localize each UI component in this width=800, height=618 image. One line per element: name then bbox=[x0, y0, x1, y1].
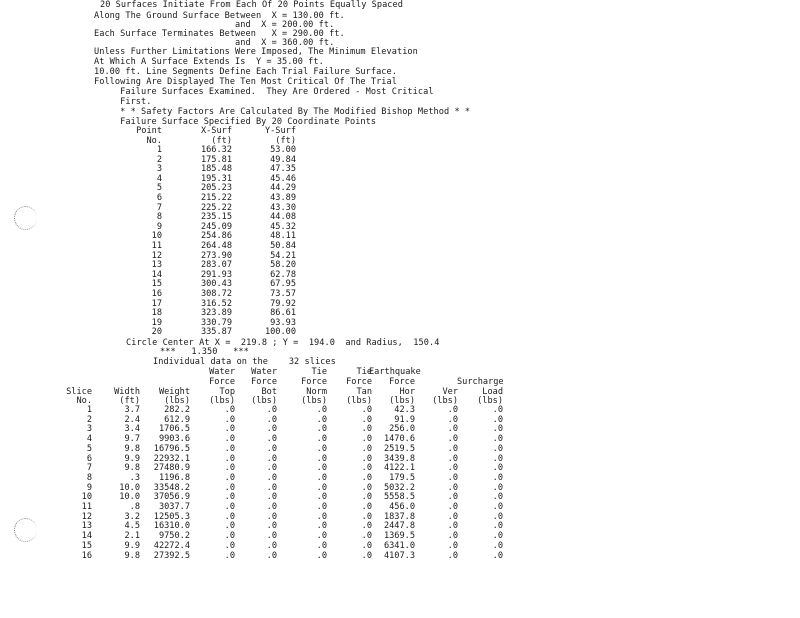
slice-cell: .0 bbox=[361, 482, 372, 493]
slice-cell: 27480.9 bbox=[153, 463, 190, 474]
slice-cell: 2519.5 bbox=[383, 443, 415, 454]
coord-cell: 54.21 bbox=[270, 250, 296, 261]
coord-cell: 14 bbox=[151, 269, 162, 280]
coord-cell: 79.92 bbox=[270, 298, 296, 309]
slice-cell: .0 bbox=[361, 434, 372, 445]
header-line: Each Surface Terminates Between X = 290.00 ft. bbox=[94, 29, 345, 39]
coord-header-cell: (ft) bbox=[211, 136, 232, 146]
slice-cell: .0 bbox=[266, 502, 277, 512]
slice-cell: 16310.0 bbox=[153, 521, 190, 532]
slice-cell: .0 bbox=[224, 550, 235, 561]
slice-cell: .0 bbox=[266, 405, 277, 415]
slice-header-cell: Width bbox=[114, 387, 140, 397]
coord-cell: 43.89 bbox=[270, 193, 296, 203]
slice-cell: 3037.7 bbox=[158, 502, 190, 512]
slice-header-cell: Slice bbox=[66, 387, 92, 397]
header-line: Along The Ground Surface Between X = 130.00 ft. bbox=[94, 11, 345, 21]
slice-cell: 8 bbox=[86, 472, 92, 483]
slice-cell: .0 bbox=[492, 463, 503, 474]
slice-cell: 37056.9 bbox=[153, 492, 190, 503]
slice-cell: .0 bbox=[492, 424, 503, 435]
slice-cell: 2.1 bbox=[124, 531, 140, 542]
coord-cell: 245.09 bbox=[200, 221, 232, 232]
slice-cell: 11 bbox=[81, 502, 92, 512]
coord-cell: 5 bbox=[156, 183, 162, 194]
slice-cell: 256.0 bbox=[389, 424, 415, 435]
slice-cell: 5032.2 bbox=[383, 482, 415, 493]
slice-cell: .0 bbox=[266, 521, 277, 532]
slice-cell: .0 bbox=[361, 453, 372, 464]
coord-cell: 44.29 bbox=[270, 183, 296, 194]
slice-cell: .0 bbox=[316, 521, 327, 532]
coord-cell: 166.32 bbox=[200, 145, 232, 155]
coord-cell: 20 bbox=[151, 327, 162, 338]
slice-cell: .0 bbox=[492, 511, 503, 522]
slice-cell: 9.8 bbox=[124, 550, 140, 561]
coord-header-cell: Point bbox=[136, 126, 162, 136]
slice-cell: 3439.8 bbox=[383, 453, 415, 464]
header-line: and X = 200.00 ft. bbox=[94, 20, 335, 30]
coord-cell: 195.31 bbox=[200, 173, 232, 184]
coord-header-cell: No. bbox=[146, 136, 162, 146]
coord-cell: 73.57 bbox=[270, 289, 296, 299]
coord-cell: 44.08 bbox=[270, 212, 296, 223]
slice-cell: 1196.8 bbox=[158, 472, 190, 483]
coord-cell: 205.23 bbox=[200, 183, 232, 194]
slice-cell: .0 bbox=[224, 521, 235, 532]
slice-cell: .0 bbox=[492, 540, 503, 551]
coord-cell: 17 bbox=[151, 298, 162, 309]
slice-cell: .0 bbox=[224, 414, 235, 425]
slice-cell: .0 bbox=[361, 540, 372, 551]
slice-cell: .0 bbox=[316, 463, 327, 474]
slice-cell: .0 bbox=[492, 405, 503, 415]
slice-cell: .0 bbox=[447, 434, 458, 445]
slice-cell: 612.9 bbox=[164, 414, 190, 425]
slice-cell: .0 bbox=[447, 424, 458, 435]
coord-cell: 47.35 bbox=[270, 164, 296, 175]
slice-cell: .0 bbox=[492, 453, 503, 464]
slice-cell: .0 bbox=[266, 424, 277, 435]
slice-cell: 10.0 bbox=[119, 492, 140, 503]
slice-cell: 9903.6 bbox=[158, 434, 190, 445]
coord-cell: 16 bbox=[151, 289, 162, 299]
slice-cell: 5558.5 bbox=[383, 492, 415, 503]
header-line: Unless Further Limitations Were Imposed, The Minimum Elevation bbox=[94, 47, 418, 57]
slice-cell: 13 bbox=[81, 521, 92, 532]
coord-cell: 58.20 bbox=[270, 260, 296, 271]
slice-cell: .0 bbox=[224, 443, 235, 454]
slice-cell: 1837.8 bbox=[383, 511, 415, 522]
slice-cell: .0 bbox=[447, 443, 458, 454]
coord-cell: 291.93 bbox=[200, 269, 232, 280]
slice-cell: .0 bbox=[266, 511, 277, 522]
slice-cell: .0 bbox=[447, 453, 458, 464]
slice-cell: .0 bbox=[447, 472, 458, 483]
slice-cell: 42272.4 bbox=[153, 540, 190, 551]
slice-cell: .0 bbox=[266, 414, 277, 425]
slice-cell: .0 bbox=[492, 482, 503, 493]
slice-cell: .0 bbox=[492, 550, 503, 561]
slice-cell: 4.5 bbox=[124, 521, 140, 532]
slice-cell: .0 bbox=[361, 424, 372, 435]
slice-cell: .0 bbox=[492, 492, 503, 503]
slice-cell: .0 bbox=[224, 463, 235, 474]
coord-cell: 50.84 bbox=[270, 241, 296, 251]
slice-cell: 15 bbox=[81, 540, 92, 551]
slice-cell: .0 bbox=[492, 434, 503, 445]
slice-header-cell: Weight bbox=[158, 387, 190, 397]
coord-header-cell: (ft) bbox=[275, 136, 296, 146]
coord-cell: 300.43 bbox=[200, 279, 232, 290]
coord-cell: 283.07 bbox=[200, 260, 232, 271]
slice-cell: .0 bbox=[316, 434, 327, 445]
slice-cell: 1 bbox=[86, 405, 92, 415]
slice-cell: .0 bbox=[447, 463, 458, 474]
slice-cell: .0 bbox=[316, 414, 327, 425]
coord-cell: 4 bbox=[156, 173, 162, 184]
slice-header-cell: (lbs) bbox=[301, 396, 327, 406]
coord-cell: 19 bbox=[151, 317, 162, 328]
coord-cell: 225.22 bbox=[200, 202, 232, 213]
header-line: Failure Surfaces Examined. They Are Ordered - Most Critical bbox=[94, 87, 434, 97]
coord-cell: 316.52 bbox=[200, 298, 232, 309]
slice-header-cell: (lbs) bbox=[346, 396, 372, 406]
slice-cell: .0 bbox=[224, 482, 235, 493]
coord-cell: 6 bbox=[156, 193, 162, 203]
slice-cell: 10.0 bbox=[119, 482, 140, 493]
slice-cell: .0 bbox=[316, 502, 327, 512]
slice-header-cell: Force bbox=[346, 377, 372, 387]
slice-cell: 4122.1 bbox=[383, 463, 415, 474]
slice-header-cell: Force bbox=[209, 377, 235, 387]
coord-cell: 215.22 bbox=[200, 193, 232, 203]
coord-cell: 45.46 bbox=[270, 173, 296, 184]
header-line: Following Are Displayed The Ten Most Critical Of The Trial bbox=[94, 77, 397, 87]
slice-cell: 2.4 bbox=[124, 414, 140, 425]
slice-intro-line: Individual data on the 32 slices bbox=[153, 357, 336, 367]
slice-cell: 27392.5 bbox=[153, 550, 190, 561]
slice-header-cell: (lbs) bbox=[251, 396, 277, 406]
slice-cell: .0 bbox=[266, 482, 277, 493]
slice-cell: 33548.2 bbox=[153, 482, 190, 493]
slice-cell: .0 bbox=[316, 540, 327, 551]
coord-cell: 48.11 bbox=[270, 231, 296, 242]
slice-cell: .0 bbox=[447, 482, 458, 493]
slice-cell: .0 bbox=[361, 463, 372, 474]
slice-cell: .0 bbox=[224, 405, 235, 415]
slice-cell: .0 bbox=[447, 540, 458, 551]
coord-cell: 8 bbox=[156, 212, 162, 223]
slice-cell: .0 bbox=[266, 443, 277, 454]
slice-cell: .0 bbox=[224, 424, 235, 435]
slice-cell: .0 bbox=[266, 492, 277, 503]
slice-cell: 9.9 bbox=[124, 540, 140, 551]
slice-cell: 22932.1 bbox=[153, 453, 190, 464]
header-line: Failure Surface Specified By 20 Coordinate Points bbox=[94, 117, 377, 127]
slice-cell: 16 bbox=[81, 550, 92, 561]
slice-cell: 179.5 bbox=[389, 472, 415, 483]
slice-cell: .0 bbox=[447, 550, 458, 561]
slice-header-cell: Force bbox=[389, 377, 415, 387]
coord-cell: 235.15 bbox=[200, 212, 232, 223]
slice-cell: 7 bbox=[86, 463, 92, 474]
coord-cell: 2 bbox=[156, 154, 162, 165]
slice-cell: .0 bbox=[224, 502, 235, 512]
slice-cell: 10 bbox=[81, 492, 92, 503]
slice-cell: .0 bbox=[266, 531, 277, 542]
coord-cell: 13 bbox=[151, 260, 162, 271]
slice-header-cell: Water bbox=[209, 367, 235, 377]
slice-header-cell: Force bbox=[301, 377, 327, 387]
slice-header-cell: Top bbox=[219, 387, 235, 397]
slice-cell: .0 bbox=[447, 521, 458, 532]
slice-cell: .0 bbox=[447, 511, 458, 522]
slice-cell: 12 bbox=[81, 511, 92, 522]
slice-cell: .0 bbox=[492, 531, 503, 542]
coord-cell: 86.61 bbox=[270, 308, 296, 319]
coord-cell: 7 bbox=[156, 202, 162, 213]
coord-cell: 10 bbox=[151, 231, 162, 242]
header-line: 10.00 ft. Line Segments Define Each Trial Failure Surface. bbox=[94, 67, 397, 77]
slice-cell: 4107.3 bbox=[383, 550, 415, 561]
header-line: 20 Surfaces Initiate From Each Of 20 Points Equally Spaced bbox=[100, 0, 403, 10]
slice-cell: 4 bbox=[86, 434, 92, 445]
slice-cell: .0 bbox=[266, 463, 277, 474]
slice-header-cell: No. bbox=[76, 396, 92, 406]
slice-cell: .0 bbox=[492, 521, 503, 532]
coord-cell: 93.93 bbox=[270, 317, 296, 328]
slice-cell: .8 bbox=[129, 502, 140, 512]
slice-header-cell: Earthquake bbox=[369, 367, 421, 377]
slice-cell: .0 bbox=[316, 492, 327, 503]
slice-cell: .0 bbox=[316, 472, 327, 483]
slice-header-cell: Norm bbox=[306, 387, 327, 397]
slice-cell: .0 bbox=[316, 405, 327, 415]
slice-header-cell: (lbs) bbox=[209, 396, 235, 406]
punch-hole-mark-top bbox=[14, 206, 37, 230]
slice-cell: .3 bbox=[129, 472, 140, 483]
slice-cell: .0 bbox=[361, 414, 372, 425]
slice-cell: 42.3 bbox=[394, 405, 415, 415]
slice-cell: 9.8 bbox=[124, 463, 140, 474]
slice-cell: .0 bbox=[316, 482, 327, 493]
slice-cell: .0 bbox=[361, 511, 372, 522]
coord-cell: 3 bbox=[156, 164, 162, 175]
coord-cell: 323.89 bbox=[200, 308, 232, 319]
slice-header-cell: (lbs) bbox=[432, 396, 458, 406]
coord-cell: 49.84 bbox=[270, 154, 296, 165]
slice-cell: .0 bbox=[266, 550, 277, 561]
slice-header-cell: Hor bbox=[399, 387, 415, 397]
coord-cell: 12 bbox=[151, 250, 162, 261]
header-line: At Which A Surface Extends Is Y = 35.00 ft. bbox=[94, 57, 324, 67]
slice-cell: .0 bbox=[447, 531, 458, 542]
slice-header-cell: (lbs) bbox=[477, 396, 503, 406]
slice-cell: .0 bbox=[447, 492, 458, 503]
slice-cell: 456.0 bbox=[389, 502, 415, 512]
slice-header-cell: Force bbox=[251, 377, 277, 387]
coord-cell: 11 bbox=[151, 241, 162, 251]
coord-cell: 62.78 bbox=[270, 269, 296, 280]
slice-cell: 3.2 bbox=[124, 511, 140, 522]
punch-hole-mark-bottom bbox=[14, 518, 37, 542]
slice-header-cell: Load bbox=[482, 387, 503, 397]
coord-cell: 45.32 bbox=[270, 221, 296, 232]
slice-cell: .0 bbox=[492, 414, 503, 425]
coord-cell: 185.48 bbox=[200, 164, 232, 175]
slice-cell: .0 bbox=[361, 443, 372, 454]
slice-header-cell: Water bbox=[251, 367, 277, 377]
coord-cell: 264.48 bbox=[200, 241, 232, 251]
slice-header-cell: (ft) bbox=[119, 396, 140, 406]
slice-cell: .0 bbox=[224, 511, 235, 522]
slice-header-cell: Tan bbox=[356, 387, 372, 397]
slice-cell: .0 bbox=[316, 511, 327, 522]
slice-cell: 91.9 bbox=[394, 414, 415, 425]
slice-cell: .0 bbox=[361, 531, 372, 542]
slice-cell: 2 bbox=[86, 414, 92, 425]
slice-cell: .0 bbox=[266, 434, 277, 445]
header-line: and X = 360.00 ft. bbox=[94, 38, 335, 48]
slice-cell: .0 bbox=[224, 540, 235, 551]
coord-header-cell: X-Surf bbox=[200, 126, 232, 136]
slice-cell: .0 bbox=[361, 550, 372, 561]
slice-header-cell: Bot bbox=[261, 387, 277, 397]
slice-cell: 9.8 bbox=[124, 443, 140, 454]
slice-cell: .0 bbox=[224, 531, 235, 542]
slice-cell: .0 bbox=[316, 453, 327, 464]
coord-cell: 308.72 bbox=[200, 289, 232, 299]
slice-cell: .0 bbox=[224, 434, 235, 445]
slice-cell: .0 bbox=[447, 405, 458, 415]
slice-cell: .0 bbox=[361, 492, 372, 503]
coord-header-cell: Y-Surf bbox=[264, 126, 296, 136]
slice-cell: 6 bbox=[86, 453, 92, 464]
coord-cell: 1 bbox=[156, 145, 162, 155]
slice-cell: .0 bbox=[492, 472, 503, 483]
slice-cell: .0 bbox=[266, 540, 277, 551]
slice-cell: .0 bbox=[316, 424, 327, 435]
coord-cell: 15 bbox=[151, 279, 162, 290]
slice-cell: .0 bbox=[447, 502, 458, 512]
slice-cell: .0 bbox=[361, 405, 372, 415]
coord-cell: 330.79 bbox=[200, 317, 232, 328]
slice-cell: .0 bbox=[316, 550, 327, 561]
slice-cell: 1369.5 bbox=[383, 531, 415, 542]
coord-cell: 18 bbox=[151, 308, 162, 319]
slice-cell: .0 bbox=[361, 502, 372, 512]
slice-header-cell: Surcharge bbox=[457, 377, 504, 387]
slice-cell: 9.9 bbox=[124, 453, 140, 464]
slice-header-cell: Ver bbox=[442, 387, 458, 397]
slice-cell: 3.4 bbox=[124, 424, 140, 435]
slice-cell: 16796.5 bbox=[153, 443, 190, 454]
slice-cell: .0 bbox=[492, 502, 503, 512]
safety-factor-line: *** 1.350 *** bbox=[160, 347, 249, 357]
slice-cell: 1706.5 bbox=[158, 424, 190, 435]
slice-cell: 12505.3 bbox=[153, 511, 190, 522]
slice-header-cell: Tie bbox=[311, 367, 327, 377]
slice-cell: 9 bbox=[86, 482, 92, 493]
header-line: * * Safety Factors Are Calculated By The Modified Bishop Method * * bbox=[94, 107, 471, 117]
slice-cell: 6341.0 bbox=[383, 540, 415, 551]
slice-header-cell: Tie bbox=[356, 367, 372, 377]
slice-cell: .0 bbox=[447, 414, 458, 425]
slice-cell: .0 bbox=[316, 443, 327, 454]
coord-cell: 335.87 bbox=[200, 327, 232, 338]
coord-cell: 9 bbox=[156, 221, 162, 232]
slice-cell: .0 bbox=[361, 472, 372, 483]
slice-header-cell: (lbs) bbox=[164, 396, 190, 406]
slice-cell: .0 bbox=[266, 472, 277, 483]
slice-cell: .0 bbox=[224, 492, 235, 503]
coord-cell: 273.90 bbox=[200, 250, 232, 261]
slice-cell: .0 bbox=[224, 453, 235, 464]
slice-cell: .0 bbox=[316, 531, 327, 542]
coord-cell: 254.86 bbox=[200, 231, 232, 242]
slice-cell: .0 bbox=[224, 472, 235, 483]
slice-cell: 282.2 bbox=[164, 405, 190, 415]
coord-cell: 100.00 bbox=[264, 327, 296, 338]
slice-cell: .0 bbox=[266, 453, 277, 464]
slice-cell: 5 bbox=[86, 443, 92, 454]
slice-cell: 9.7 bbox=[124, 434, 140, 445]
coord-cell: 53.00 bbox=[270, 145, 296, 155]
slice-cell: 2447.8 bbox=[383, 521, 415, 532]
circle-center-line: Circle Center At X = 219.8 ; Y = 194.0 and Radius, 150.4 bbox=[126, 338, 440, 348]
header-line: First. bbox=[94, 97, 152, 107]
coord-cell: 43.30 bbox=[270, 202, 296, 213]
slice-cell: 14 bbox=[81, 531, 92, 542]
coord-cell: 67.95 bbox=[270, 279, 296, 290]
coord-cell: 175.81 bbox=[200, 154, 232, 165]
slice-cell: 3 bbox=[86, 424, 92, 435]
slice-cell: 3.7 bbox=[124, 405, 140, 415]
slice-cell: 1470.6 bbox=[383, 434, 415, 445]
slice-cell: .0 bbox=[361, 521, 372, 532]
slice-cell: .0 bbox=[492, 443, 503, 454]
slice-header-cell: (lbs) bbox=[389, 396, 415, 406]
slice-cell: 9750.2 bbox=[158, 531, 190, 542]
